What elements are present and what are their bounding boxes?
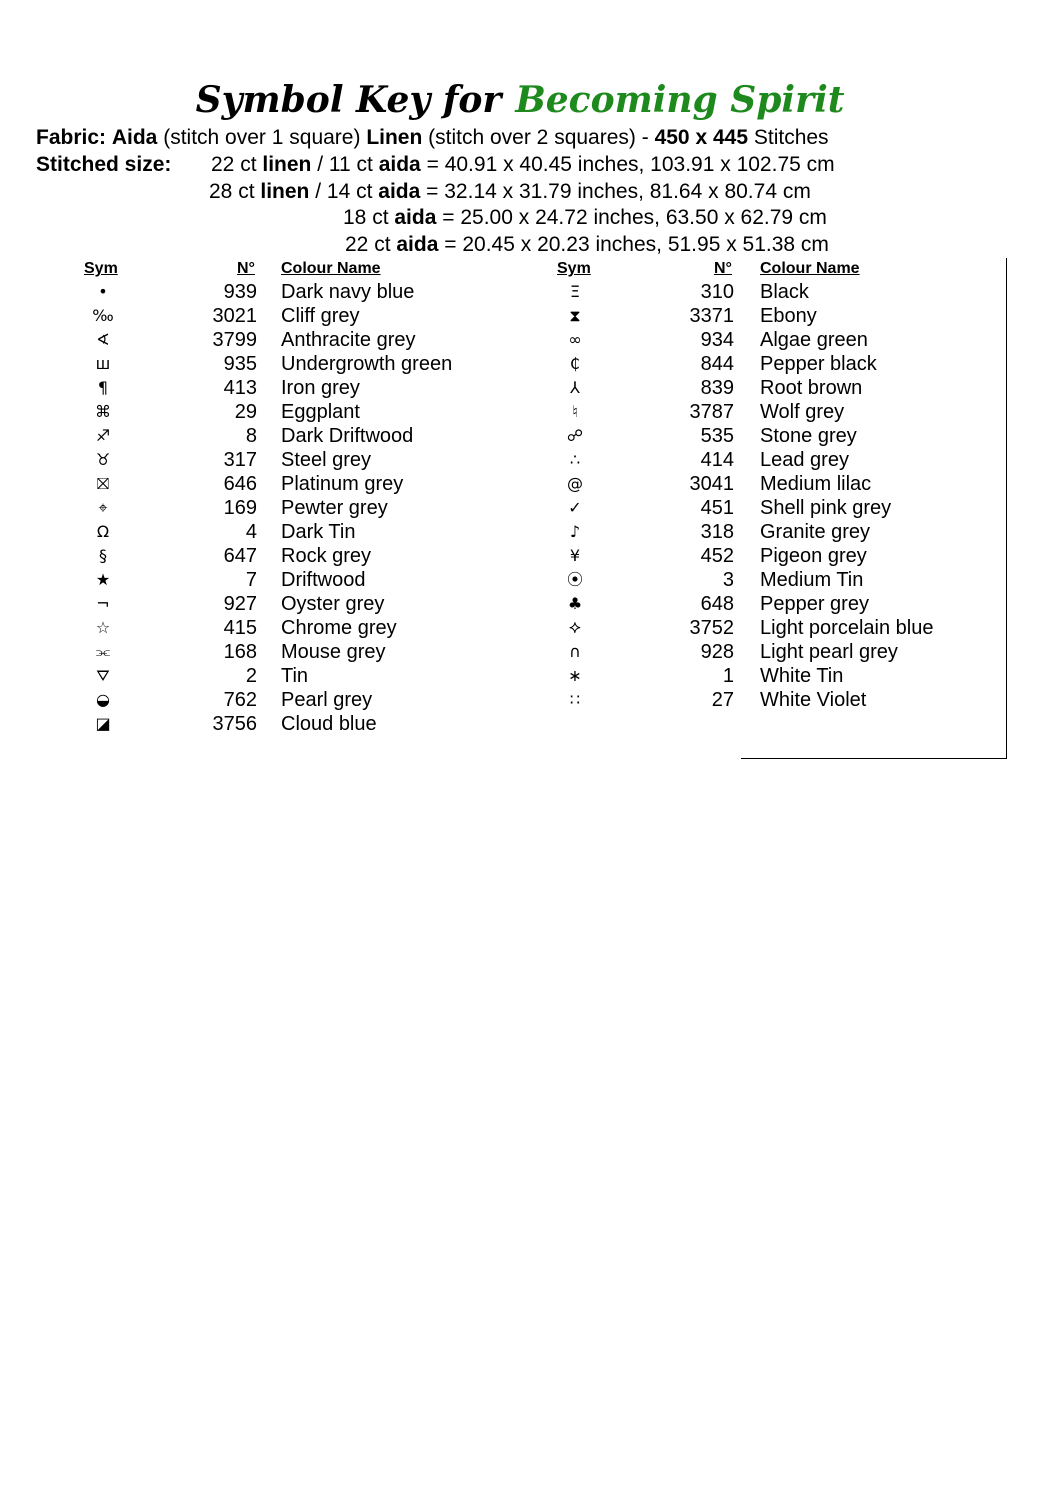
- header-sym-right: Sym: [557, 260, 591, 277]
- header-name-right: Colour Name: [760, 260, 860, 277]
- stitch-symbol-icon: •: [98, 282, 108, 301]
- thread-number: 648: [700, 593, 734, 615]
- colour-name: Dark Tin: [281, 521, 356, 543]
- colour-name: Rock grey: [281, 545, 372, 567]
- thread-number: 318: [700, 521, 734, 543]
- thread-number: 27: [711, 689, 734, 711]
- colour-name: Dark Driftwood: [281, 425, 414, 447]
- thread-number: 935: [223, 353, 257, 375]
- fabric-linen: Linen: [366, 126, 423, 149]
- thread-number: 413: [223, 377, 257, 399]
- fabric-aida: Aida: [111, 126, 158, 149]
- stitch-symbol-icon: ☆: [95, 618, 111, 637]
- thread-number: 927: [223, 593, 257, 615]
- stitch-symbol-icon: ◪: [95, 714, 111, 733]
- colour-name: Pewter grey: [281, 497, 388, 519]
- stitch-symbol-icon: ✓: [568, 498, 582, 517]
- thread-number: 3799: [212, 329, 257, 351]
- colour-name: Pigeon grey: [760, 545, 867, 567]
- stitch-symbol-icon: ◒: [96, 690, 110, 709]
- stitch-symbol-icon: ∞: [568, 330, 582, 349]
- stitch-symbol-icon: ⅄: [570, 378, 580, 397]
- thread-number: 168: [223, 641, 257, 663]
- title-pattern-name: Becoming Spirit: [515, 79, 845, 121]
- stitch-symbol-icon: ¬: [96, 594, 110, 613]
- colour-name: Medium Tin: [760, 569, 864, 591]
- colour-name: Pearl grey: [281, 689, 373, 711]
- stitch-symbol-icon: ш: [95, 354, 111, 373]
- stitched-size-row-1: 22 ct linen / 11 ct aida = 40.91 x 40.45 inches, 103.91 x 102.75 cm: [211, 153, 835, 176]
- colour-name: Wolf grey: [760, 401, 845, 423]
- stitch-symbol-icon: ₵: [569, 354, 581, 373]
- colour-name: Light porcelain blue: [760, 617, 934, 639]
- stitch-symbol-icon: @: [567, 474, 583, 493]
- colour-name: Pepper black: [760, 353, 877, 375]
- stitch-symbol-icon: ∷: [569, 690, 581, 709]
- bottom-border-line: [741, 758, 1007, 759]
- thread-number: 3041: [689, 473, 734, 495]
- stitch-symbol-icon: ★: [95, 570, 111, 589]
- thread-number: 3756: [212, 713, 257, 735]
- colour-name: White Tin: [760, 665, 844, 687]
- stitch-symbol-icon: ♪: [569, 522, 581, 541]
- stitch-symbol-icon: ⦿: [566, 570, 583, 589]
- stitch-symbol-icon: ¶: [97, 378, 109, 397]
- colour-name: Light pearl grey: [760, 641, 898, 663]
- stitch-symbol-icon: §: [99, 546, 107, 565]
- thread-number: 451: [700, 497, 734, 519]
- stitches-count: 450 x 445: [654, 126, 749, 149]
- colour-name: Shell pink grey: [760, 497, 892, 519]
- thread-number: 647: [223, 545, 257, 567]
- fabric-label: Fabric:: [36, 126, 107, 149]
- colour-name: Oyster grey: [281, 593, 385, 615]
- thread-number: 317: [223, 449, 257, 471]
- stitch-symbol-icon: ⌘: [95, 402, 111, 421]
- thread-number: 169: [223, 497, 257, 519]
- stitch-symbol-icon: ∗: [568, 666, 582, 685]
- colour-name: Chrome grey: [281, 617, 397, 639]
- thread-number: 762: [223, 689, 257, 711]
- header-num-left: N°: [237, 260, 255, 277]
- colour-name: White Violet: [760, 689, 867, 711]
- stitch-symbol-icon: ☍: [566, 426, 584, 445]
- colour-name: Stone grey: [760, 425, 857, 447]
- thread-number: 29: [234, 401, 257, 423]
- thread-number: 7: [245, 569, 257, 591]
- stitch-symbol-icon: ‰: [92, 306, 114, 325]
- stitch-symbol-icon: ⌖: [98, 498, 108, 517]
- thread-number: 8: [245, 425, 257, 447]
- thread-number: 3371: [689, 305, 734, 327]
- colour-name: Dark navy blue: [281, 281, 415, 303]
- stitches-word: Stitches: [753, 126, 829, 149]
- stitch-symbol-icon: ∢: [96, 330, 110, 349]
- colour-name: Cloud blue: [281, 713, 377, 735]
- stitch-symbol-icon: ♮: [572, 402, 578, 421]
- colour-name: Mouse grey: [281, 641, 386, 663]
- thread-number: 646: [223, 473, 257, 495]
- thread-number: 415: [223, 617, 257, 639]
- thread-number: 452: [700, 545, 734, 567]
- colour-name: Iron grey: [281, 377, 360, 399]
- colour-name: Platinum grey: [281, 473, 404, 495]
- stitch-symbol-icon: ⫘: [95, 642, 111, 661]
- thread-number: 839: [700, 377, 734, 399]
- header-num-right: N°: [714, 260, 732, 277]
- stitch-symbol-icon: Ξ: [569, 282, 581, 301]
- stitched-size-row-3: 18 ct aida = 25.00 x 24.72 inches, 63.50 x 62.79 cm: [343, 206, 827, 229]
- thread-number: 535: [700, 425, 734, 447]
- thread-number: 3021: [212, 305, 257, 327]
- colour-name: Undergrowth green: [281, 353, 453, 375]
- colour-name: Lead grey: [760, 449, 849, 471]
- stitched-size-row-2: 28 ct linen / 14 ct aida = 32.14 x 31.79 inches, 81.64 x 80.74 cm: [209, 180, 811, 203]
- stitch-symbol-icon: ⛛: [96, 666, 110, 685]
- colour-name: Anthracite grey: [281, 329, 416, 351]
- colour-name: Pepper grey: [760, 593, 869, 615]
- stitch-symbol-icon: ⯎: [569, 618, 581, 637]
- stitched-size-row-4: 22 ct aida = 20.45 x 20.23 inches, 51.95 x 51.38 cm: [345, 233, 829, 256]
- stitch-symbol-icon: ¥: [569, 546, 581, 565]
- header-name-left: Colour Name: [281, 260, 381, 277]
- colour-name: Cliff grey: [281, 305, 360, 327]
- stitch-symbol-icon: ∩: [569, 642, 581, 661]
- thread-number: 3: [722, 569, 734, 591]
- stitch-symbol-icon: ⛝: [96, 474, 110, 493]
- thread-number: 3787: [689, 401, 734, 423]
- thread-number: 2: [245, 665, 257, 687]
- fabric-linen-note: (stitch over 2 squares) -: [428, 126, 649, 149]
- stitch-symbol-icon: ♣: [567, 594, 583, 613]
- title-prefix: Symbol Key for: [195, 79, 502, 121]
- thread-number: 414: [700, 449, 734, 471]
- header-sym-left: Sym: [84, 260, 118, 277]
- colour-name: Tin: [281, 665, 309, 687]
- colour-name: Root brown: [760, 377, 863, 399]
- page-title: [0, 78, 1040, 122]
- thread-number: 844: [700, 353, 734, 375]
- colour-name: Granite grey: [760, 521, 871, 543]
- colour-name: Black: [760, 281, 809, 303]
- stitched-size-label: Stitched size:: [36, 153, 172, 176]
- fabric-aida-note: (stitch over 1 square): [163, 126, 361, 149]
- colour-name: Algae green: [760, 329, 868, 351]
- thread-number: 928: [700, 641, 734, 663]
- thread-number: 1: [722, 665, 734, 687]
- fabric-line: [36, 125, 829, 151]
- stitch-symbol-icon: ♉: [95, 450, 111, 469]
- colour-name: Driftwood: [281, 569, 366, 591]
- thread-number: 939: [223, 281, 257, 303]
- stitch-symbol-icon: ⧗: [569, 306, 581, 325]
- thread-number: 934: [700, 329, 734, 351]
- thread-number: 4: [245, 521, 257, 543]
- right-border-line: [1006, 258, 1007, 758]
- stitch-symbol-icon: ∴: [569, 450, 581, 469]
- thread-number: 3752: [689, 617, 734, 639]
- colour-name: Medium lilac: [760, 473, 872, 495]
- colour-name: Ebony: [760, 305, 817, 327]
- stitch-symbol-icon: ♐: [95, 426, 111, 445]
- thread-number: 310: [700, 281, 734, 303]
- stitch-symbol-icon: Ω: [96, 522, 110, 541]
- colour-name: Eggplant: [281, 401, 360, 423]
- colour-name: Steel grey: [281, 449, 372, 471]
